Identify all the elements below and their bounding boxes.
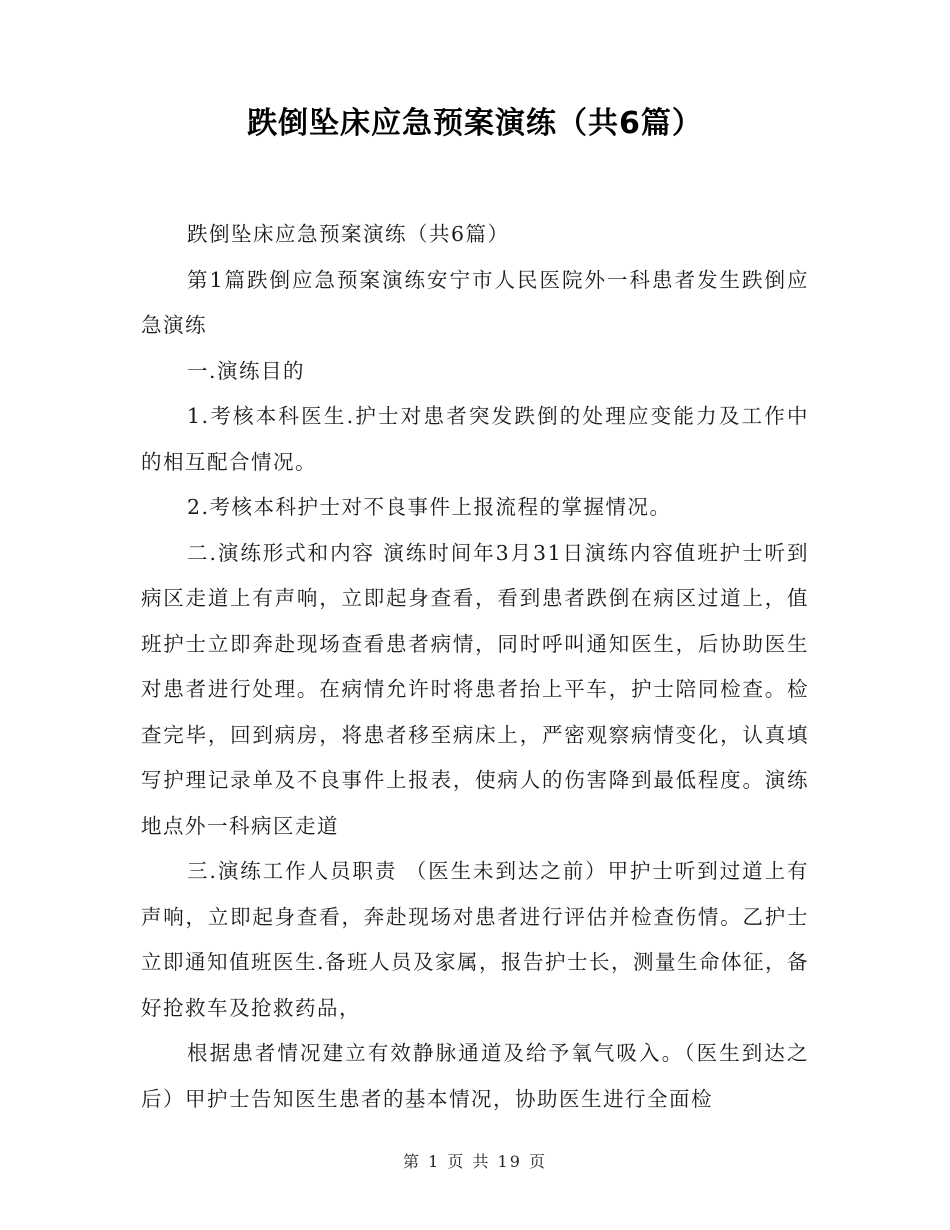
- paragraph: 跌倒坠床应急预案演练（共6篇）: [187, 222, 510, 246]
- paragraph: 二.演练形式和内容 演练时间年3月31日演练内容值班护士听到病区走道上有声响，立即起身查看，看到患者跌倒在病区过道上，值班护士立即奔赴现场查看患者病情，同时呼叫通知医生，后协助医生对患者进行处理。在病情允许时将患者抬上平车，护士陪同检查。检查完毕，回到病房，将患者移至病床上，严密观察病情变化，认真填写护理记录单及不良事件上报表，使病人的伤害降到最低程度。演练地点外一科病区走道: [141, 540, 809, 838]
- paragraph: 1.考核本科医生.护士对患者突发跌倒的处理应变能力及工作中的相互配合情况。: [141, 404, 809, 474]
- document-body: [141, 212, 809, 1122]
- paragraph: 2.考核本科护士对不良事件上报流程的掌握情况。: [187, 495, 672, 519]
- paragraph: 三.演练工作人员职责 （医生未到达之前）甲护士听到过道上有声响，立即起身查看，奔赴现场对患者进行评估并检查伤情。乙护士立即通知值班医生.备班人员及家属，报告护士长，测量生命体征，备好抢救车及抢救药品，: [141, 859, 810, 1020]
- page-number-footer: 第 1 页 共 19 页: [403, 1152, 547, 1171]
- paragraph: 根据患者情况建立有效静脉通道及给予氧气吸入。（医生到达之后）甲护士告知医生患者的基本情况，协助医生进行全面检: [141, 1041, 809, 1111]
- section-heading: 一.演练目的: [187, 358, 306, 383]
- document-title: 跌倒坠床应急预案演练（共6篇）: [247, 106, 703, 141]
- paragraph: 第1篇跌倒应急预案演练安宁市人民医院外一科患者发生跌倒应急演练: [141, 267, 809, 337]
